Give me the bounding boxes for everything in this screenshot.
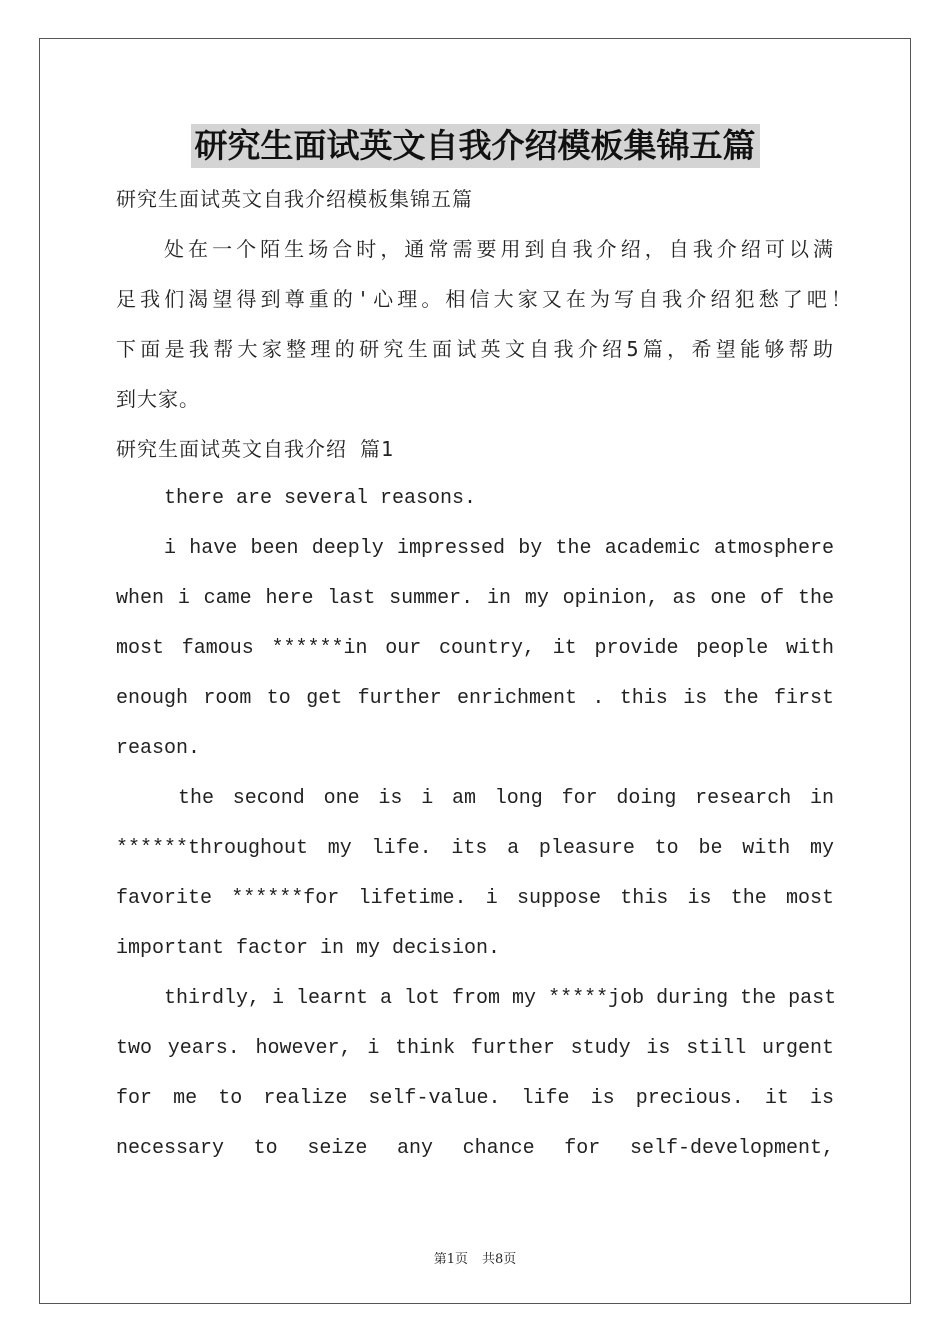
document-subtitle: 研究生面试英文自我介绍模板集锦五篇 bbox=[116, 187, 473, 211]
page-border bbox=[39, 38, 911, 1304]
body-line-2: i have been deeply impressed by the academic atmosphere bbox=[164, 537, 834, 560]
document-title: 研究生面试英文自我介绍模板集锦五篇 bbox=[191, 124, 760, 168]
intro-line-4: 到大家。 bbox=[116, 387, 200, 411]
page-number-total: 共8页 bbox=[482, 1252, 517, 1267]
body-line-6: reason. bbox=[116, 737, 201, 760]
body-line-3: when i came here last summer. in my opinion, as one of the bbox=[116, 587, 834, 610]
intro-line-2: 足我们渴望得到尊重的'心理。相信大家又在为写自我介绍犯愁了吧！ bbox=[116, 287, 852, 311]
body-line-14: necessary to seize any chance for self-development, bbox=[116, 1137, 834, 1160]
body-line-7: the second one is i am long for doing research in bbox=[178, 787, 834, 810]
body-line-12: two years. however, i think further study is still urgent bbox=[116, 1037, 834, 1060]
body-line-13: for me to realize self-value. life is precious. it is bbox=[116, 1087, 834, 1110]
page-number-current: 第1页 bbox=[433, 1252, 468, 1267]
body-line-11: thirdly, i learnt a lot from my *****job during the past bbox=[164, 987, 837, 1010]
body-line-4: most famous ******in our country, it provide people with bbox=[116, 637, 834, 660]
title-container bbox=[0, 124, 950, 168]
section-heading: 研究生面试英文自我介绍 篇1 bbox=[116, 437, 395, 461]
body-line-1: there are several reasons. bbox=[164, 487, 477, 510]
body-line-9: favorite ******for lifetime. i suppose this is the most bbox=[116, 887, 834, 910]
intro-line-1: 处在一个陌生场合时，通常需要用到自我介绍，自我介绍可以满 bbox=[164, 237, 834, 261]
intro-line-3: 下面是我帮大家整理的研究生面试英文自我介绍5篇，希望能够帮助 bbox=[116, 337, 834, 361]
body-line-5: enough room to get further enrichment . this is the first bbox=[116, 687, 834, 710]
page-footer bbox=[0, 1248, 950, 1267]
body-line-8: ******throughout my life. its a pleasure to be with my bbox=[116, 837, 834, 860]
body-line-10: important factor in my decision. bbox=[116, 937, 501, 960]
